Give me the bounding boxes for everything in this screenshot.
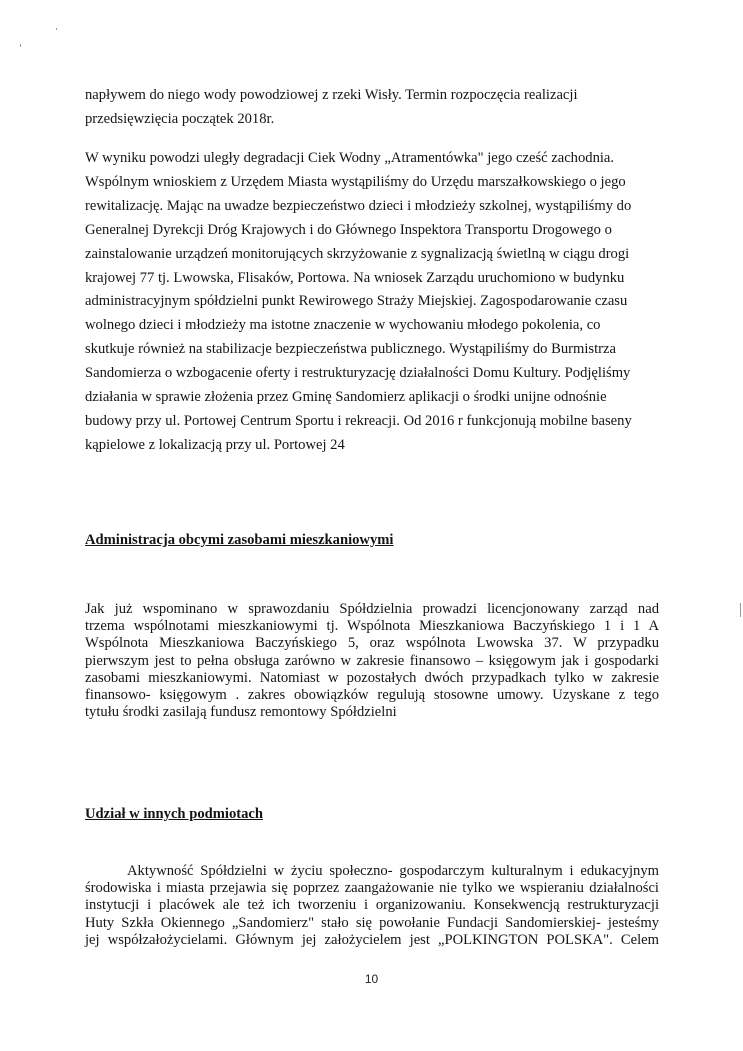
text-line: pierwszym jest to pełna obsługa zarówno w zakresie finansowo – księgowym jak i gospodarki <box>85 652 659 669</box>
text-line: Huty Szkła Okiennego „Sandomierz" stało się powołanie Fundacji Sandomierskiej- jesteśmy <box>85 914 659 931</box>
text-line: napływem do niego wody powodziowej z rzeki Wisły. Termin rozpoczęcia realizacji <box>85 87 578 103</box>
text-line: Wspólnym wnioskiem z Urzędem Miasta wystąpiliśmy do Urzędu marszałkowskiego o jego <box>85 173 626 190</box>
section-heading-udzial: Udział w innych podmiotach <box>85 806 263 822</box>
text-line: rewitalizację. Mając na uwadze bezpieczeństwo dzieci i młodzieży szkolnej, wystąpiliśmy do <box>85 197 632 214</box>
text-line: skutkuje również na stabilizacje bezpieczeństwa publicznego. Wystąpiliśmy do Burmistrza <box>85 341 616 358</box>
scan-artifact <box>20 44 21 47</box>
text-line: kąpielowe z lokalizacją przy ul. Portowej 24 <box>85 436 345 453</box>
text-line: instytucji i placówek ale też ich tworzeniu i organizowaniu. Konsekwencją restrukturyzacji <box>85 897 659 914</box>
text-line: administracyjnym spółdzielni punkt Rewirowego Straży Miejskiej. Zagospodarowanie czasu <box>85 293 628 310</box>
text-line: krajowej 77 tj. Lwowska, Flisaków, Portowa. Na wniosek Zarządu uruchomiono w budynku <box>85 269 625 286</box>
section-heading-administracja: Administracja obcymi zasobami mieszkaniowymi <box>85 532 394 548</box>
text-line: Wspólnota Mieszkaniowa Baczyńskiego 5, oraz wspólnota Lwowska 37. W przypadku <box>85 635 659 652</box>
scan-artifact <box>740 603 741 617</box>
page-number: 10 <box>364 972 379 986</box>
text-line: działania w sprawie złożenia przez Gminę Sandomierz aplikacji o środki unijne odnośnie <box>85 389 607 406</box>
text-line: Generalnej Dyrekcji Dróg Krajowych i do Głównego Inspektora Transportu Drogowego o <box>85 221 612 238</box>
text-line: wolnego dzieci i młodzieży ma istotne znaczenie w wychowaniu młodego pokolenia, co <box>85 317 601 334</box>
scan-artifact <box>56 28 57 30</box>
paragraph-1 <box>85 84 659 131</box>
text-line: Aktywność Spółdzielni w życiu społeczno- gospodarczym kulturalnym i edukacyjnym <box>127 863 659 879</box>
text-line: Jak już wspominano w sprawozdaniu Spółdzielnia prowadzi licencjonowany zarząd nad <box>85 601 659 617</box>
text-line: zasobami mieszkaniowymi. Natomiast w pozostałych dwóch przypadkach tylko w zakresie <box>85 669 659 686</box>
text-line: budowy przy ul. Portowej Centrum Sportu i rekreacji. Od 2016 r funkcjonują mobilne baseny <box>85 412 632 429</box>
section-1-body <box>85 601 659 721</box>
paragraph-2 <box>85 147 659 458</box>
section-2-body <box>85 863 659 949</box>
text-line: przedsięwzięcia początek 2018r. <box>85 110 275 127</box>
text-line: W wyniku powodzi uległy degradacji Ciek Wodny „Atramentówka" jego cześć zachodnia. <box>85 150 615 166</box>
text-line: trzema wspólnotami mieszkaniowymi tj. Wspólnota Mieszkaniowa Baczyńskiego 1 i 1 A <box>85 618 659 635</box>
text-line: środowiska i miasta przejawia się poprzez zaangażowanie nie tylko we wspieraniu działalności <box>85 880 659 897</box>
text-line: Sandomierza o wzbogacenie oferty i restrukturyzację działalności Domu Kultury. Podjęliśmy <box>85 365 631 382</box>
text-line: finansowo- księgowym . zakres obowiązków regulują stosowne umowy. Uzyskane z tego <box>85 687 659 704</box>
text-line: jej współzałożycielami. Głównym jej założycielem jest „POLKINGTON POLSKA". Celem <box>85 931 659 948</box>
text-line: tytułu środki zasilają fundusz remontowy Spółdzielni <box>85 704 397 721</box>
text-line: zainstalowanie urządzeń monitorujących skrzyżowanie z sygnalizacją świetlną w ciągu drogi <box>85 245 630 262</box>
